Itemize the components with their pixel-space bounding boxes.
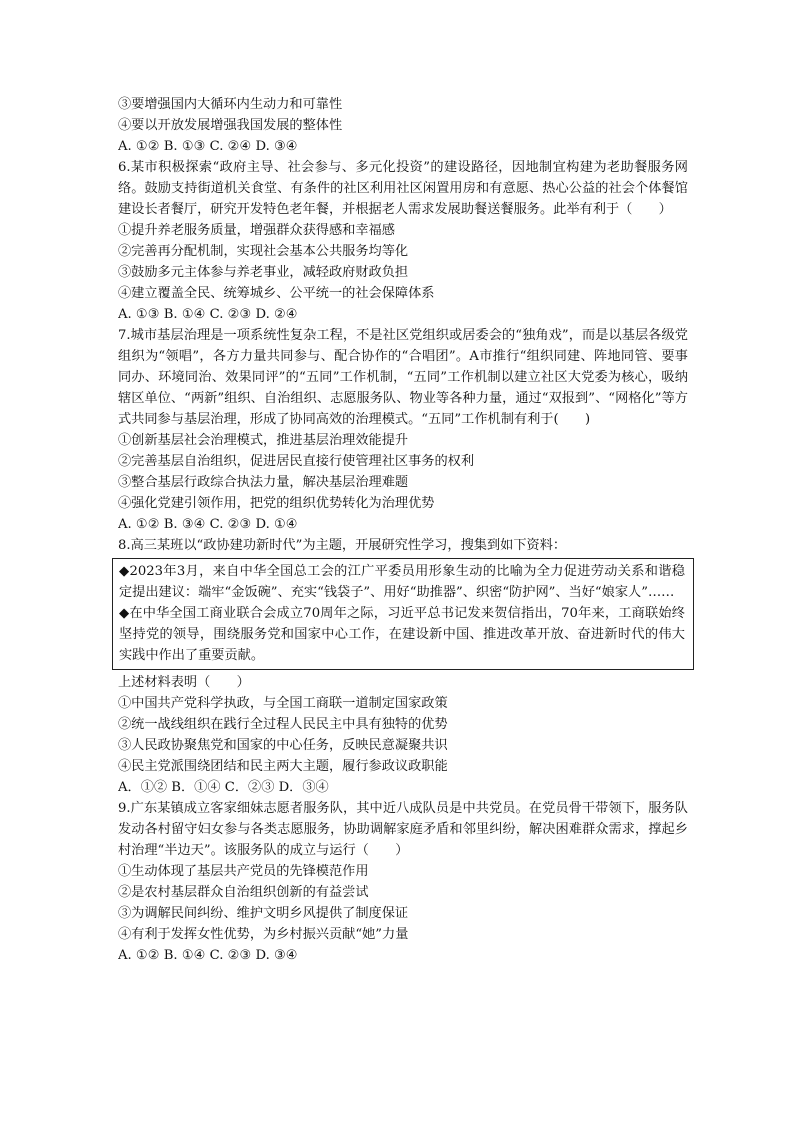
q8-option-2: ②统一战线组织在践行全过程人民民主中具有独特的优势	[118, 717, 448, 732]
question-8-stem: 8.高三某班以“政协建功新时代”为主题，开展研究性学习，搜集到如下资料：	[118, 538, 567, 553]
option-4: ④要以开放发展增强我国发展的整体性	[118, 118, 343, 133]
option-3: ③要增强国内大循环内生动力和可靠性	[118, 97, 343, 112]
q8-option-1: ①中国共产党科学执政，与全国工商联一道制定国家政策	[118, 696, 448, 711]
q8-option-3: ③人民政协聚焦党和国家的中心任务，反映民意凝聚共识	[118, 738, 448, 753]
question-7-stem: 7.城市基层治理是一项系统性复杂工程，不是社区党组织或居委会的“独角戏”，而是以基层各级党组织为“领唱”，各方力量共同参与、配合协作的“合唱团”。A市推行“组织同建、阵地同管、要事同办、环境同治、效果同评”的“五同”工作机制，“五同”工作机制以建立社区大党委为核心，吸纳辖区单位、“两新”组织、自治组织、志愿服务队、物业等各种力量，通过“双报到”、“网格化”等方式共同参与基层治理，形成了协同高效的治理模式。“五同”工作机制有利于( )	[118, 328, 688, 427]
q8-option-4: ④民主党派围绕团结和民主两大主题，履行参政议政职能	[118, 759, 448, 774]
q8-lead: 上述材料表明（ ）	[118, 675, 250, 690]
q6-answer-choices: A. ①③ B. ①④ C. ②③ D. ②④	[118, 307, 298, 322]
q7-option-3: ③整合基层行政综合执法力量，解决基层治理难题	[118, 475, 409, 490]
q9-option-3: ③为调解民间纠纷、维护文明乡风提供了制度保证	[118, 906, 409, 921]
q9-option-1: ①生动体现了基层共产党员的先锋模范作用	[118, 864, 369, 879]
q7-option-2: ②完善基层自治组织，促进居民直接行使管理社区事务的权利	[118, 454, 475, 469]
question-6-stem: 6.某市积极探索“政府主导、社会参与、多元化投资”的建设路径，因地制宜构建为老助餐服务网络。鼓励支持街道机关食堂、有条件的社区利用社区闲置用房和有意愿、热心公益的社会个体餐馆建设长者餐厅，研究开发特色老年餐，并根据老人需求发展助餐送餐服务。此举有利于（ ）	[118, 160, 688, 217]
q8-answer-choices: A．①② B．①④ C．②③ D．③④	[118, 780, 329, 795]
answer-choices: A. ①② B. ①③ C. ②④ D. ③④	[118, 139, 298, 154]
q9-option-2: ②是农村基层群众自治组织创新的有益尝试	[118, 885, 369, 900]
q7-option-4: ④强化党建引领作用，把党的组织优势转化为治理优势	[118, 496, 435, 511]
q6-option-1: ①提升养老服务质量，增强群众获得感和幸福感	[118, 223, 395, 238]
q6-option-3: ③鼓励多元主体参与养老事业，减轻政府财政负担	[118, 265, 409, 280]
q9-option-4: ④有利于发挥女性优势，为乡村振兴贡献“她”力量	[118, 927, 409, 942]
q6-option-4: ④建立覆盖全民、统筹城乡、公平统一的社会保障体系	[118, 286, 435, 301]
material-item-2: ◆在中华全国工商业联合会成立70周年之际，习近平总书记发来贺信指出，70年来，工商联始终坚持党的领导，围绕服务党和国家中心工作，在建设新中国、推进改革开放、奋进新时代的伟大实践中作出了重要贡献。	[119, 606, 685, 663]
q7-answer-choices: A. ①② B. ③④ C. ②③ D. ①④	[118, 517, 298, 532]
q9-answer-choices: A. ①② B. ①④ C. ②③ D. ③④	[118, 948, 298, 963]
material-box	[112, 558, 694, 670]
material-item-1: ◆2023年3月，来自中华全国总工会的江广平委员用形象生动的比喻为全力促进劳动关系和谐稳定提出建议：端牢“金饭碗”、充实“钱袋子”、用好“助推器”、织密“防护网”、当好“娘家人”……	[119, 564, 685, 600]
q6-option-2: ②完善再分配机制，实现社会基本公共服务均等化	[118, 244, 409, 259]
exam-page	[118, 94, 688, 966]
question-9-stem: 9.广东某镇成立客家细妹志愿者服务队，其中近八成队员是中共党员。在党员骨干带领下，服务队发动各村留守妇女参与各类志愿服务，协助调解家庭矛盾和邻里纠纷，解决困难群众需求，撑起乡村治理“半边天”。该服务队的成立与运行（ ）	[118, 801, 688, 858]
q7-option-1: ①创新基层社会治理模式，推进基层治理效能提升	[118, 433, 409, 448]
